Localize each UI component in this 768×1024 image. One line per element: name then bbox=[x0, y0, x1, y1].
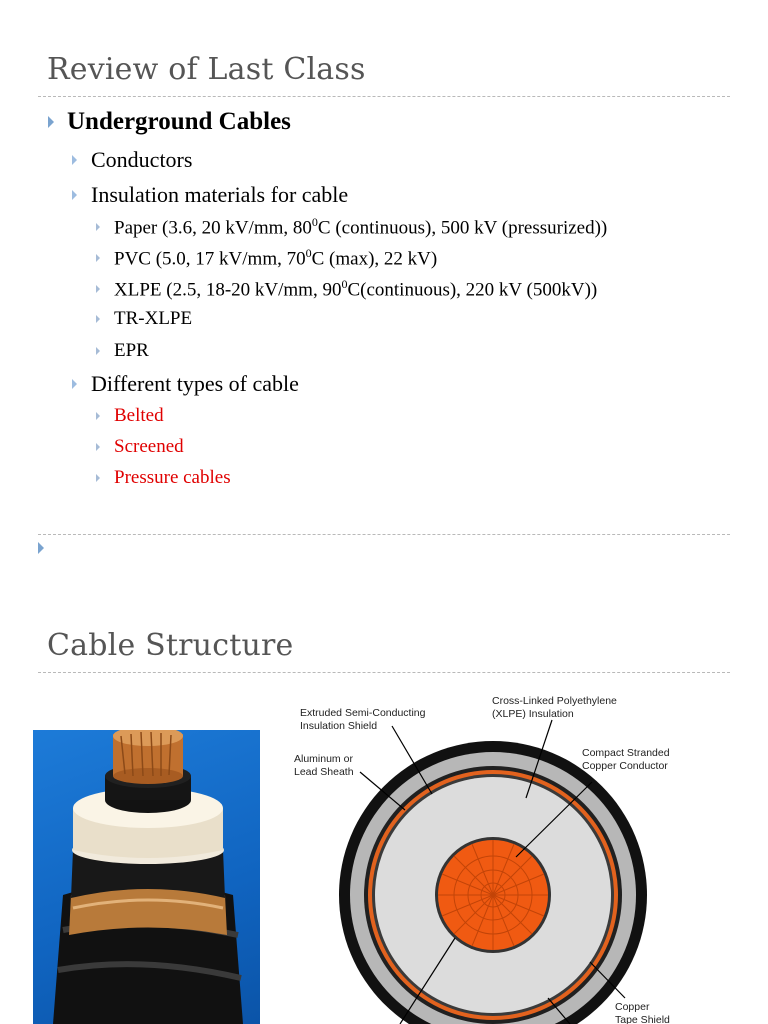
bullet-text: Paper (3.6, 20 kV/mm, $80^0C$ (continuous), 500 kV (pressurized)) bbox=[114, 215, 608, 239]
bullet-triangle-icon bbox=[96, 285, 100, 293]
bullet-belted bbox=[96, 405, 164, 427]
bullet-epr bbox=[96, 340, 149, 362]
bullet-triangle-icon bbox=[96, 347, 100, 355]
bullet-triangle-icon bbox=[96, 315, 100, 323]
label-xlpe-2: (XLPE) Insulation bbox=[492, 708, 574, 720]
label-semi-conducting-shield-1: Extruded Semi-Conducting bbox=[300, 707, 426, 719]
bullet-triangle-icon bbox=[96, 254, 100, 262]
bullet-triangle-icon bbox=[72, 379, 77, 389]
footer-divider bbox=[38, 534, 730, 535]
cable-photo bbox=[33, 730, 260, 1024]
bullet-text: Different types of cable bbox=[91, 371, 299, 396]
bullet-text: Insulation materials for cable bbox=[91, 182, 349, 207]
title-divider bbox=[38, 96, 730, 97]
bullet-text: Screened bbox=[114, 436, 184, 457]
bullet-triangle-icon bbox=[48, 116, 54, 128]
bullet-tr-xlpe bbox=[96, 308, 192, 330]
bullet-paper bbox=[96, 215, 607, 239]
bullet-pressure-cables bbox=[96, 467, 231, 489]
slide-cable-structure bbox=[0, 600, 768, 1024]
bullet-triangle-icon bbox=[96, 474, 100, 482]
bullet-text: TR-XLPE bbox=[114, 308, 193, 329]
bullet-text: XLPE (2.5, 18-20 kV/mm, $90^0C(continuous)$, 220 kV (500kV)) bbox=[114, 277, 598, 301]
label-conductor-2: Copper Conductor bbox=[582, 760, 668, 772]
bullet-underground-cables bbox=[48, 108, 291, 136]
conductor-strands bbox=[438, 840, 548, 950]
bullet-text: EPR bbox=[114, 340, 149, 361]
bullet-triangle-icon bbox=[72, 155, 77, 165]
bullet-text: Belted bbox=[114, 405, 164, 426]
bullet-text: Conductors bbox=[91, 147, 193, 172]
label-copper-tape-2: Tape Shield bbox=[615, 1014, 670, 1024]
bullet-triangle-icon bbox=[96, 223, 100, 231]
bullet-triangle-icon bbox=[96, 412, 100, 420]
bullet-screened bbox=[96, 436, 184, 458]
title-divider bbox=[38, 672, 730, 673]
label-sheath-1: Aluminum or bbox=[294, 753, 353, 765]
bullet-xlpe bbox=[96, 277, 597, 301]
bullet-triangle-icon bbox=[96, 443, 100, 451]
slide-title: Cable Structure bbox=[47, 628, 294, 663]
label-conductor-1: Compact Stranded bbox=[582, 747, 670, 759]
bullet-text: PVC (5.0, 17 kV/mm, $70^0C$ (max), 22 kV) bbox=[114, 246, 438, 270]
bullet-conductors bbox=[72, 147, 192, 173]
cable-cross-section-diagram bbox=[280, 680, 700, 1024]
bullet-types-of-cable bbox=[72, 371, 299, 397]
bullet-triangle-icon bbox=[72, 190, 77, 200]
label-sheath-2: Lead Sheath bbox=[294, 766, 354, 778]
bullet-text: Pressure cables bbox=[114, 467, 231, 488]
bullet-text: Underground Cables bbox=[67, 108, 291, 135]
label-copper-tape-1: Copper bbox=[615, 1001, 650, 1013]
cable-photo-illustration bbox=[33, 730, 260, 1024]
footer-triangle-icon bbox=[38, 542, 44, 554]
bullet-insulation-materials bbox=[72, 182, 348, 208]
bullet-pvc bbox=[96, 246, 437, 270]
slide-title: Review of Last Class bbox=[47, 52, 366, 87]
label-xlpe-1: Cross-Linked Polyethylene bbox=[492, 695, 617, 707]
label-semi-conducting-shield-2: Insulation Shield bbox=[300, 720, 378, 732]
